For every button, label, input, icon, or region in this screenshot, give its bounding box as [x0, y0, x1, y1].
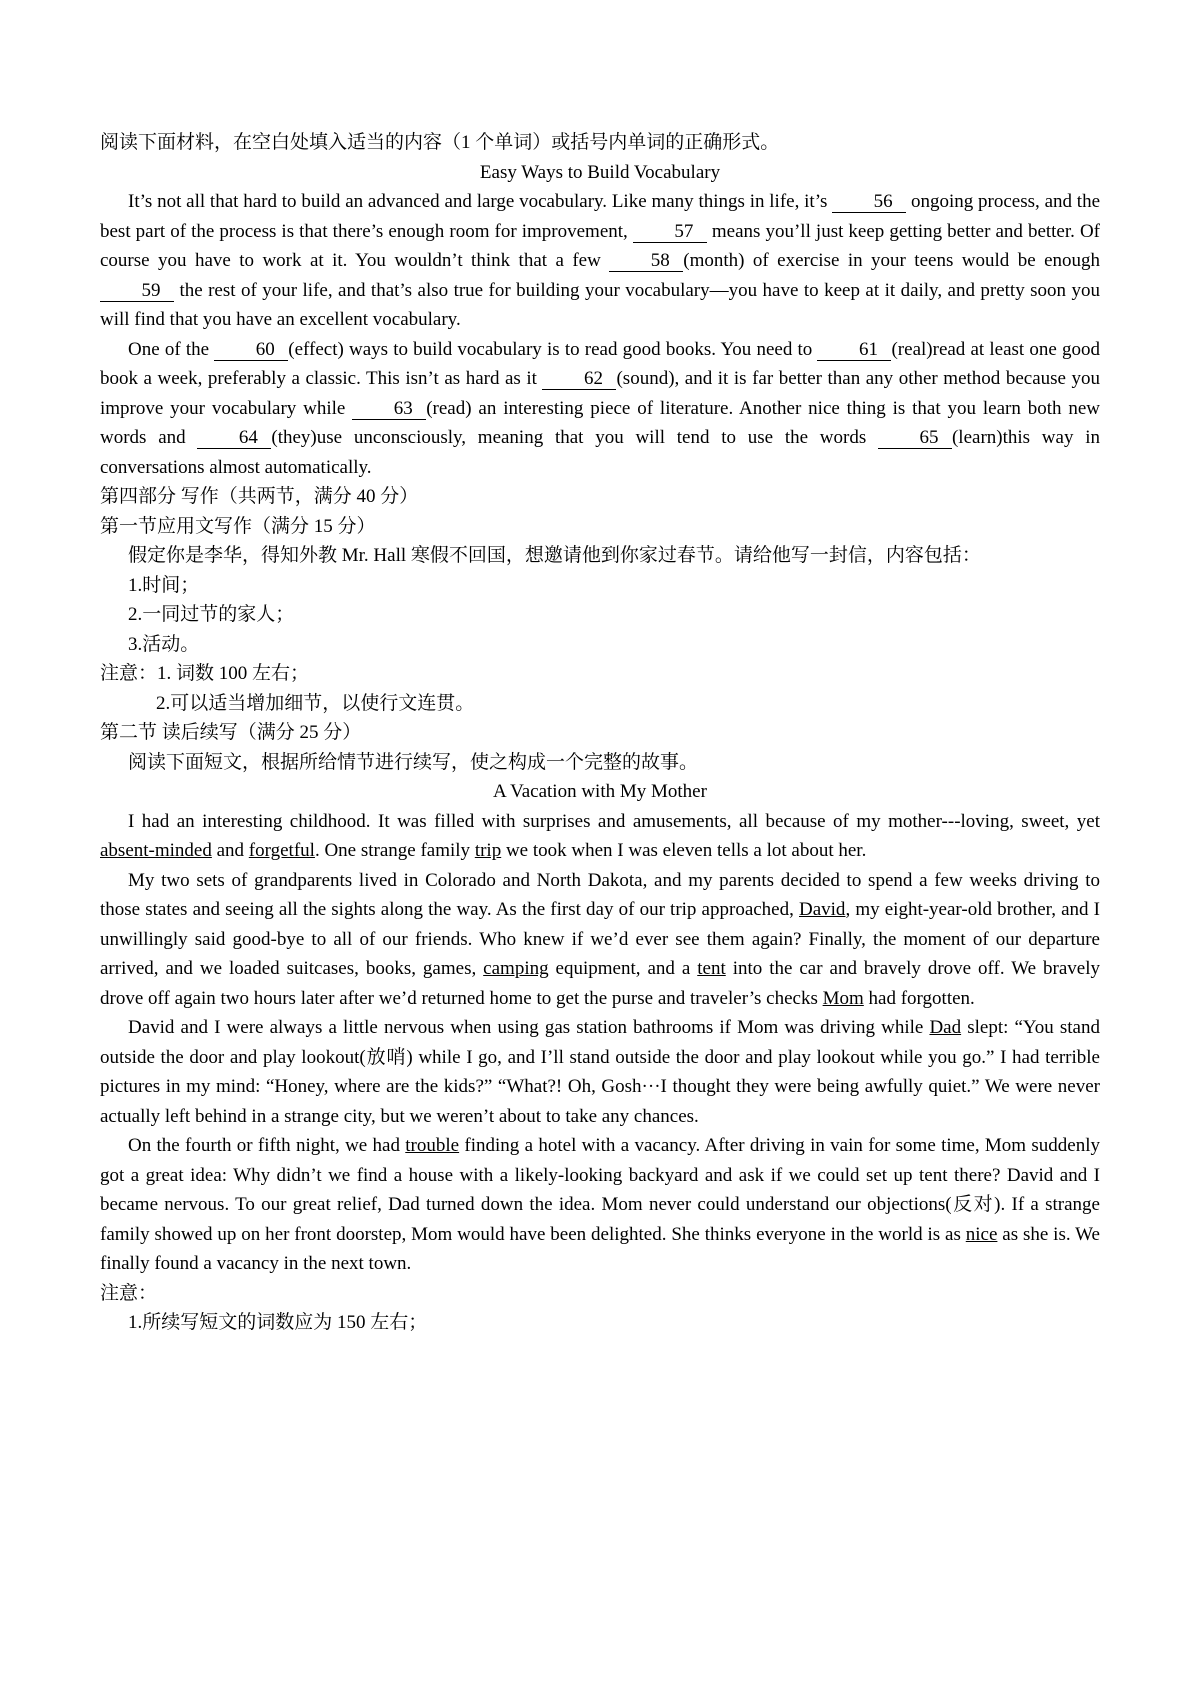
part4-header: 第四部分 写作（共两节，满分 40 分） [100, 486, 419, 507]
text-run: equipment, and a [548, 958, 698, 979]
underlined-word: camping [483, 958, 549, 979]
text-run: (month) of exercise in your teens would be enough [683, 250, 1101, 271]
blank-57: 57 [633, 221, 707, 243]
underlined-word: trip [474, 840, 502, 861]
text-run: My two sets of grandparents lived in Colorado and North Dakota, and my parents decided to spend a few weeks driving to those states and seeing all the sights along the way. As the first day of our trip approached, [100, 869, 1100, 920]
text-run: into the car and bravely drove off. We bravely drove off again two hours later after we’d returned home to get the purse and traveler’s checks [100, 958, 1100, 1009]
story-paragraph [100, 1131, 1100, 1279]
cloze-title: Easy Ways to Build Vocabulary [479, 161, 721, 183]
underlined-word: forgetful [248, 840, 315, 861]
text-run: (learn)this way in conversations almost automatically. [100, 427, 1100, 478]
cloze-paragraph [100, 187, 1100, 335]
text-run: ongoing process, and the best part of the process is that there’s enough room for improvement, [100, 191, 1101, 242]
text-run: (real)read at least one good book a week, preferably a classic. This isn’t as hard as it [100, 338, 1100, 389]
underlined-word: trouble [405, 1135, 460, 1156]
text-run: means you’ll just keep getting better and better. Of course you have to work at it. You wouldn’t think that a few [100, 220, 1100, 271]
story-notes-label: 注意： [100, 1282, 158, 1304]
blank-61: 61 [817, 339, 891, 361]
blank-56: 56 [832, 191, 906, 213]
text-run: finding a hotel with a vacancy. After driving in vain for some time, Mom suddenly got a great idea: Why didn’t we find a house with a likely-looking backyard and ask if we could set up tent there? David and I became nervous. To our great relief, Dad turned down the idea. Mom never could understand our objections(反对). If a strange family showed up on her front doorstep, Mom would have been delighted. She thinks everyone in the world is as [100, 1135, 1100, 1245]
story-note-1: 1.所续写短文的词数应为 150 左右； [128, 1312, 428, 1333]
cloze-instruction: 阅读下面材料，在空白处填入适当的内容（1 个单词）或括号内单词的正确形式。 [100, 132, 780, 153]
story-paragraph [100, 1013, 1100, 1131]
text-run: (effect) ways to build vocabulary is to read good books. You need to [288, 338, 818, 360]
writing-point: 2.一同过节的家人； [128, 604, 295, 625]
text-run: slept: “You stand outside the door and play lookout(放哨) while I go, and I’ll stand outside the door and play lookout while you go.” I had terrible pictures in my mind: “Honey, where are the kids?” “What?! Oh, Gosh···I thought they were being awfully quiet.” We were never actually left behind in a strange city, but we weren’t about to take any chances. [100, 1017, 1100, 1127]
text-run: , my eight-year-old brother, and I unwillingly said good-bye to all of our friends. Who knew if we’d ever see them again? Finally, the moment of our departure arrived, and we loaded suitcases, books, games, [100, 899, 1100, 979]
text-run: On the fourth or fifth night, we had [128, 1135, 406, 1156]
text-run: we took when I was eleven tells a lot about her. [501, 840, 867, 861]
text-run: had forgotten. [863, 987, 975, 1009]
blank-63: 63 [352, 398, 426, 420]
text-run: I had an interesting childhood. It was filled with surprises and amusements, all because of my mother---loving, sweet, yet [128, 810, 1100, 832]
story-paragraph [100, 807, 1100, 866]
underlined-word: Mom [822, 987, 864, 1009]
text-run: (read) an interesting piece of literature. Another nice thing is that you learn both new words and [100, 397, 1100, 448]
underlined-word: absent-minded [100, 840, 212, 861]
writing-note-2: 2.可以适当增加细节，以使行文连贯。 [156, 692, 475, 714]
text-run: as she is. We finally found a vacancy in the next town. [100, 1223, 1100, 1274]
text-run: David and I were always a little nervous when using gas station bathrooms if Mom was driving while [128, 1017, 930, 1038]
section1-header: 第一节应用文写作（满分 15 分） [100, 515, 376, 537]
blank-60: 60 [214, 339, 288, 361]
blank-59: 59 [100, 280, 174, 302]
text-run: . One strange family [314, 840, 475, 861]
cloze-paragraph [100, 335, 1100, 483]
underlined-word: Dad [929, 1017, 962, 1038]
section2-header: 第二节 读后续写（满分 25 分） [100, 722, 362, 743]
blank-58: 58 [609, 250, 683, 272]
underlined-word: tent [697, 958, 726, 979]
writing-point: 3.活动。 [128, 633, 200, 655]
section2-prompt: 阅读下面短文，根据所给情节进行续写，使之构成一个完整的故事。 [128, 751, 699, 773]
story-title: A Vacation with My Mother [493, 781, 707, 802]
story-paragraph [100, 866, 1100, 1014]
blank-64: 64 [197, 427, 271, 449]
text-run: (sound), and it is far better than any other method because you improve your vocabulary while [100, 368, 1100, 419]
writing-note-1: 注意：1. 词数 100 左右； [100, 663, 310, 684]
text-run: It’s not all that hard to build an advanced and large vocabulary. Like many things in life, it’s [128, 191, 833, 212]
writing-prompt: 假定你是李华，得知外教 Mr. Hall 寒假不回国，想邀请他到你家过春节。请给他写一封信，内容包括： [128, 545, 981, 566]
text-run: One of the [128, 338, 215, 360]
text-run: (they)use unconsciously, meaning that you will tend to use the words [271, 427, 878, 448]
writing-point: 1.时间； [128, 574, 200, 596]
underlined-word: nice [965, 1223, 998, 1245]
blank-62: 62 [542, 368, 616, 390]
blank-65: 65 [878, 427, 952, 449]
text-run: and [211, 840, 249, 861]
text-run: the rest of your life, and that’s also true for building your vocabulary—you have to keep at it daily, and pretty soon you will find that you have an excellent vocabulary. [100, 279, 1100, 330]
underlined-word: David [799, 899, 846, 920]
